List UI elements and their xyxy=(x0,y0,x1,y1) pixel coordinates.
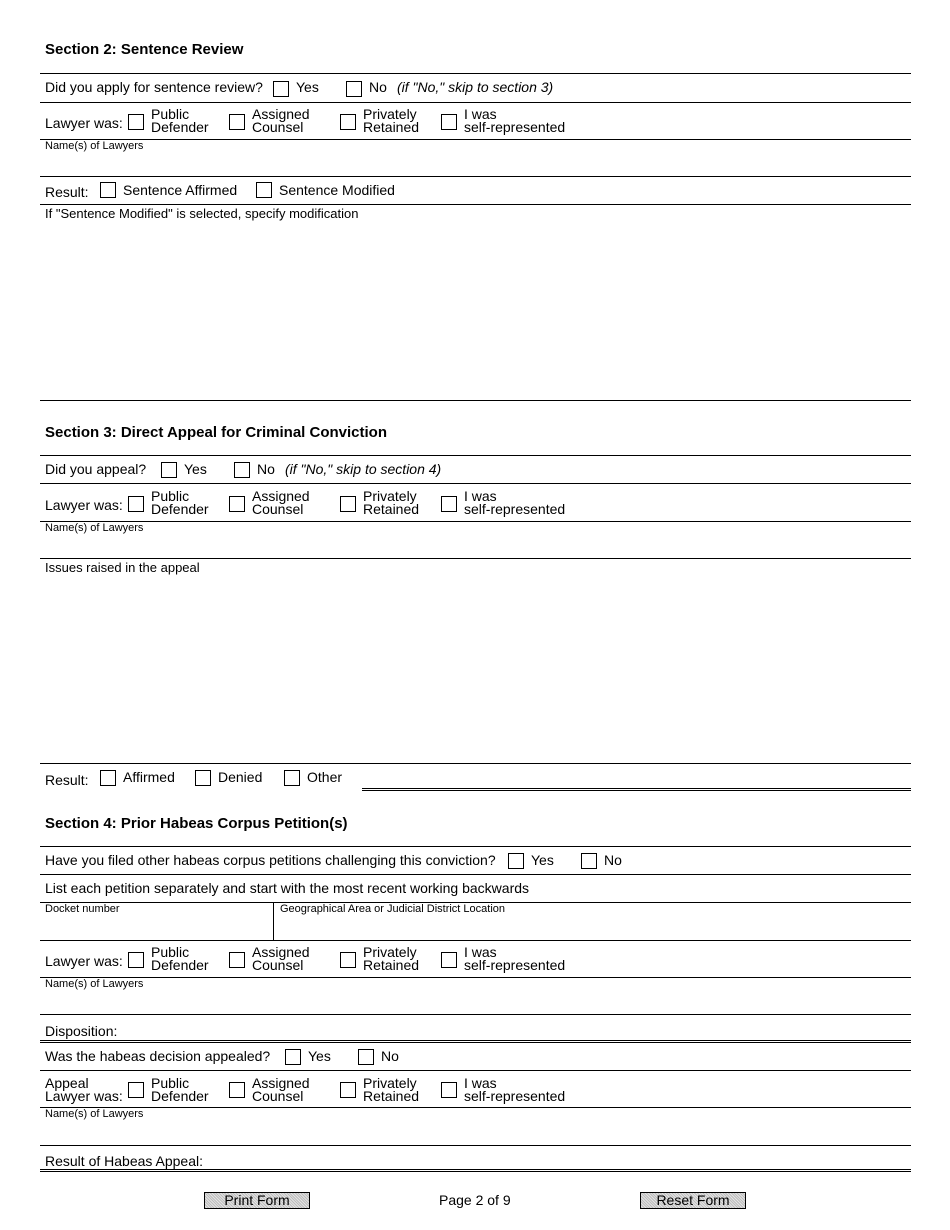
appeal-skip-note: (if "No," skip to section 4) xyxy=(285,461,442,477)
lawyer-names-field-label: Name(s) of Lawyers xyxy=(45,140,144,152)
appeal-lawyer-names-field[interactable] xyxy=(40,1120,911,1144)
habeas-appeal-result-input[interactable] xyxy=(218,1152,911,1169)
habeas-filed-no-checkbox[interactable] xyxy=(581,853,597,869)
affirmed-label: Affirmed xyxy=(123,769,175,785)
appeal-yes-checkbox[interactable] xyxy=(161,462,177,478)
disposition-label: Disposition: xyxy=(45,1023,118,1039)
appeal-question: Did you appeal? xyxy=(45,461,147,477)
privately-retained-label: Privately Retained xyxy=(363,106,420,135)
public-defender-checkbox[interactable] xyxy=(128,952,144,968)
issues-textarea[interactable] xyxy=(40,576,911,761)
appeal-lawyer-names-field-label: Name(s) of Lawyers xyxy=(45,1108,144,1120)
sentence-affirmed-label: Sentence Affirmed xyxy=(123,182,238,198)
section-4-title: Section 4: Prior Habeas Corpus Petition(s) xyxy=(45,815,348,832)
habeas-filed-yes-label: Yes xyxy=(531,852,554,868)
self-represented-checkbox[interactable] xyxy=(441,952,457,968)
divider xyxy=(40,1107,911,1108)
habeas-filed-yes-checkbox[interactable] xyxy=(508,853,524,869)
appeal-yes-label: Yes xyxy=(184,461,207,477)
issues-field-label: Issues raised in the appeal xyxy=(45,560,200,575)
docket-number-label: Docket number xyxy=(45,903,120,915)
lawyer-names-field-label: Name(s) of Lawyers xyxy=(45,978,144,990)
habeas-filed-no-label: No xyxy=(604,852,622,868)
divider xyxy=(40,558,911,559)
privately-retained-checkbox[interactable] xyxy=(340,496,356,512)
divider xyxy=(40,1070,911,1071)
divider xyxy=(40,455,911,456)
lawyer-names-field[interactable] xyxy=(40,534,911,558)
privately-retained-label: Privately Retained xyxy=(363,1075,420,1104)
habeas-appeal-result-label: Result of Habeas Appeal: xyxy=(45,1153,203,1169)
public-defender-checkbox[interactable] xyxy=(128,496,144,512)
public-defender-checkbox[interactable] xyxy=(128,114,144,130)
disposition-input[interactable] xyxy=(128,1022,911,1039)
denied-checkbox[interactable] xyxy=(195,770,211,786)
habeas-appealed-no-checkbox[interactable] xyxy=(358,1049,374,1065)
divider xyxy=(40,204,911,205)
public-defender-label: Public Defender xyxy=(151,106,209,135)
divider xyxy=(40,176,911,177)
section-2-title: Section 2: Sentence Review xyxy=(45,41,244,58)
sentence-review-yes-checkbox[interactable] xyxy=(273,81,289,97)
divider xyxy=(40,1040,911,1043)
habeas-appealed-yes-checkbox[interactable] xyxy=(285,1049,301,1065)
public-defender-label: Public Defender xyxy=(151,944,209,973)
self-represented-label: I was self-represented xyxy=(464,488,566,517)
self-represented-label: I was self-represented xyxy=(464,944,566,973)
privately-retained-checkbox[interactable] xyxy=(340,114,356,130)
sentence-review-no-checkbox[interactable] xyxy=(346,81,362,97)
lawyer-names-field[interactable] xyxy=(40,990,911,1014)
sentence-modified-checkbox[interactable] xyxy=(256,182,272,198)
print-form-button[interactable]: Print Form xyxy=(204,1192,310,1209)
docket-number-input[interactable] xyxy=(40,915,272,939)
lawyer-names-field-label: Name(s) of Lawyers xyxy=(45,522,144,534)
habeas-appealed-yes-label: Yes xyxy=(308,1048,331,1064)
divider xyxy=(40,874,911,875)
divider xyxy=(40,73,911,74)
column-divider xyxy=(273,902,274,940)
reset-form-button[interactable]: Reset Form xyxy=(640,1192,746,1209)
lawyer-names-field[interactable] xyxy=(40,152,911,176)
other-label: Other xyxy=(307,769,343,785)
divider xyxy=(40,400,911,401)
assigned-counsel-checkbox[interactable] xyxy=(229,952,245,968)
other-result-input[interactable] xyxy=(362,771,911,787)
appeal-no-label: No xyxy=(257,461,275,477)
divider xyxy=(40,940,911,941)
location-input[interactable] xyxy=(275,915,911,939)
lawyer-was-label: Lawyer was: xyxy=(45,953,123,969)
assigned-counsel-checkbox[interactable] xyxy=(229,496,245,512)
assigned-counsel-checkbox[interactable] xyxy=(229,1082,245,1098)
assigned-counsel-label: Assigned Counsel xyxy=(252,106,310,135)
divider xyxy=(362,788,911,791)
appeal-no-checkbox[interactable] xyxy=(234,462,250,478)
assigned-counsel-label: Assigned Counsel xyxy=(252,1075,310,1104)
assigned-counsel-label: Assigned Counsel xyxy=(252,488,310,517)
privately-retained-checkbox[interactable] xyxy=(340,1082,356,1098)
section-3-title: Section 3: Direct Appeal for Criminal Conviction xyxy=(45,424,387,441)
self-represented-label: I was self-represented xyxy=(464,1075,566,1104)
divider xyxy=(40,483,911,484)
self-represented-label: I was self-represented xyxy=(464,106,566,135)
public-defender-label: Public Defender xyxy=(151,488,209,517)
sentence-review-yes-label: Yes xyxy=(296,79,319,95)
location-label: Geographical Area or Judicial District Location xyxy=(280,903,506,915)
divider xyxy=(40,102,911,103)
modification-field-label: If "Sentence Modified" is selected, specify modification xyxy=(45,206,359,221)
habeas-filed-question: Have you filed other habeas corpus petitions challenging this conviction? xyxy=(45,852,496,868)
self-represented-checkbox[interactable] xyxy=(441,1082,457,1098)
result-label: Result: xyxy=(45,772,89,788)
divider xyxy=(40,1169,911,1172)
affirmed-checkbox[interactable] xyxy=(100,770,116,786)
assigned-counsel-checkbox[interactable] xyxy=(229,114,245,130)
result-label: Result: xyxy=(45,184,89,200)
privately-retained-label: Privately Retained xyxy=(363,488,420,517)
self-represented-checkbox[interactable] xyxy=(441,114,457,130)
list-instruction: List each petition separately and start with the most recent working backwards xyxy=(45,880,530,896)
habeas-appealed-question: Was the habeas decision appealed? xyxy=(45,1048,271,1064)
divider xyxy=(40,977,911,978)
divider xyxy=(40,763,911,764)
lawyer-was-label: Lawyer was: xyxy=(45,497,123,513)
sentence-review-question: Did you apply for sentence review? xyxy=(45,79,263,95)
divider xyxy=(40,139,911,140)
habeas-appealed-no-label: No xyxy=(381,1048,399,1064)
sentence-affirmed-checkbox[interactable] xyxy=(100,182,116,198)
divider xyxy=(40,1014,911,1015)
lawyer-was-label: Lawyer was: xyxy=(45,115,123,131)
sentence-review-no-label: No xyxy=(369,79,387,95)
sentence-modified-label: Sentence Modified xyxy=(279,182,395,198)
modification-textarea[interactable] xyxy=(40,222,911,398)
sentence-review-skip-note: (if "No," skip to section 3) xyxy=(397,79,554,95)
page-indicator: Page 2 of 9 xyxy=(439,1192,511,1208)
public-defender-label: Public Defender xyxy=(151,1075,209,1104)
divider xyxy=(40,1145,911,1146)
appeal-lawyer-was-label: Appeal Lawyer was: xyxy=(45,1075,123,1104)
divider xyxy=(40,846,911,847)
divider xyxy=(40,521,911,522)
self-represented-checkbox[interactable] xyxy=(441,496,457,512)
denied-label: Denied xyxy=(218,769,263,785)
public-defender-checkbox[interactable] xyxy=(128,1082,144,1098)
privately-retained-label: Privately Retained xyxy=(363,944,420,973)
other-checkbox[interactable] xyxy=(284,770,300,786)
assigned-counsel-label: Assigned Counsel xyxy=(252,944,310,973)
privately-retained-checkbox[interactable] xyxy=(340,952,356,968)
